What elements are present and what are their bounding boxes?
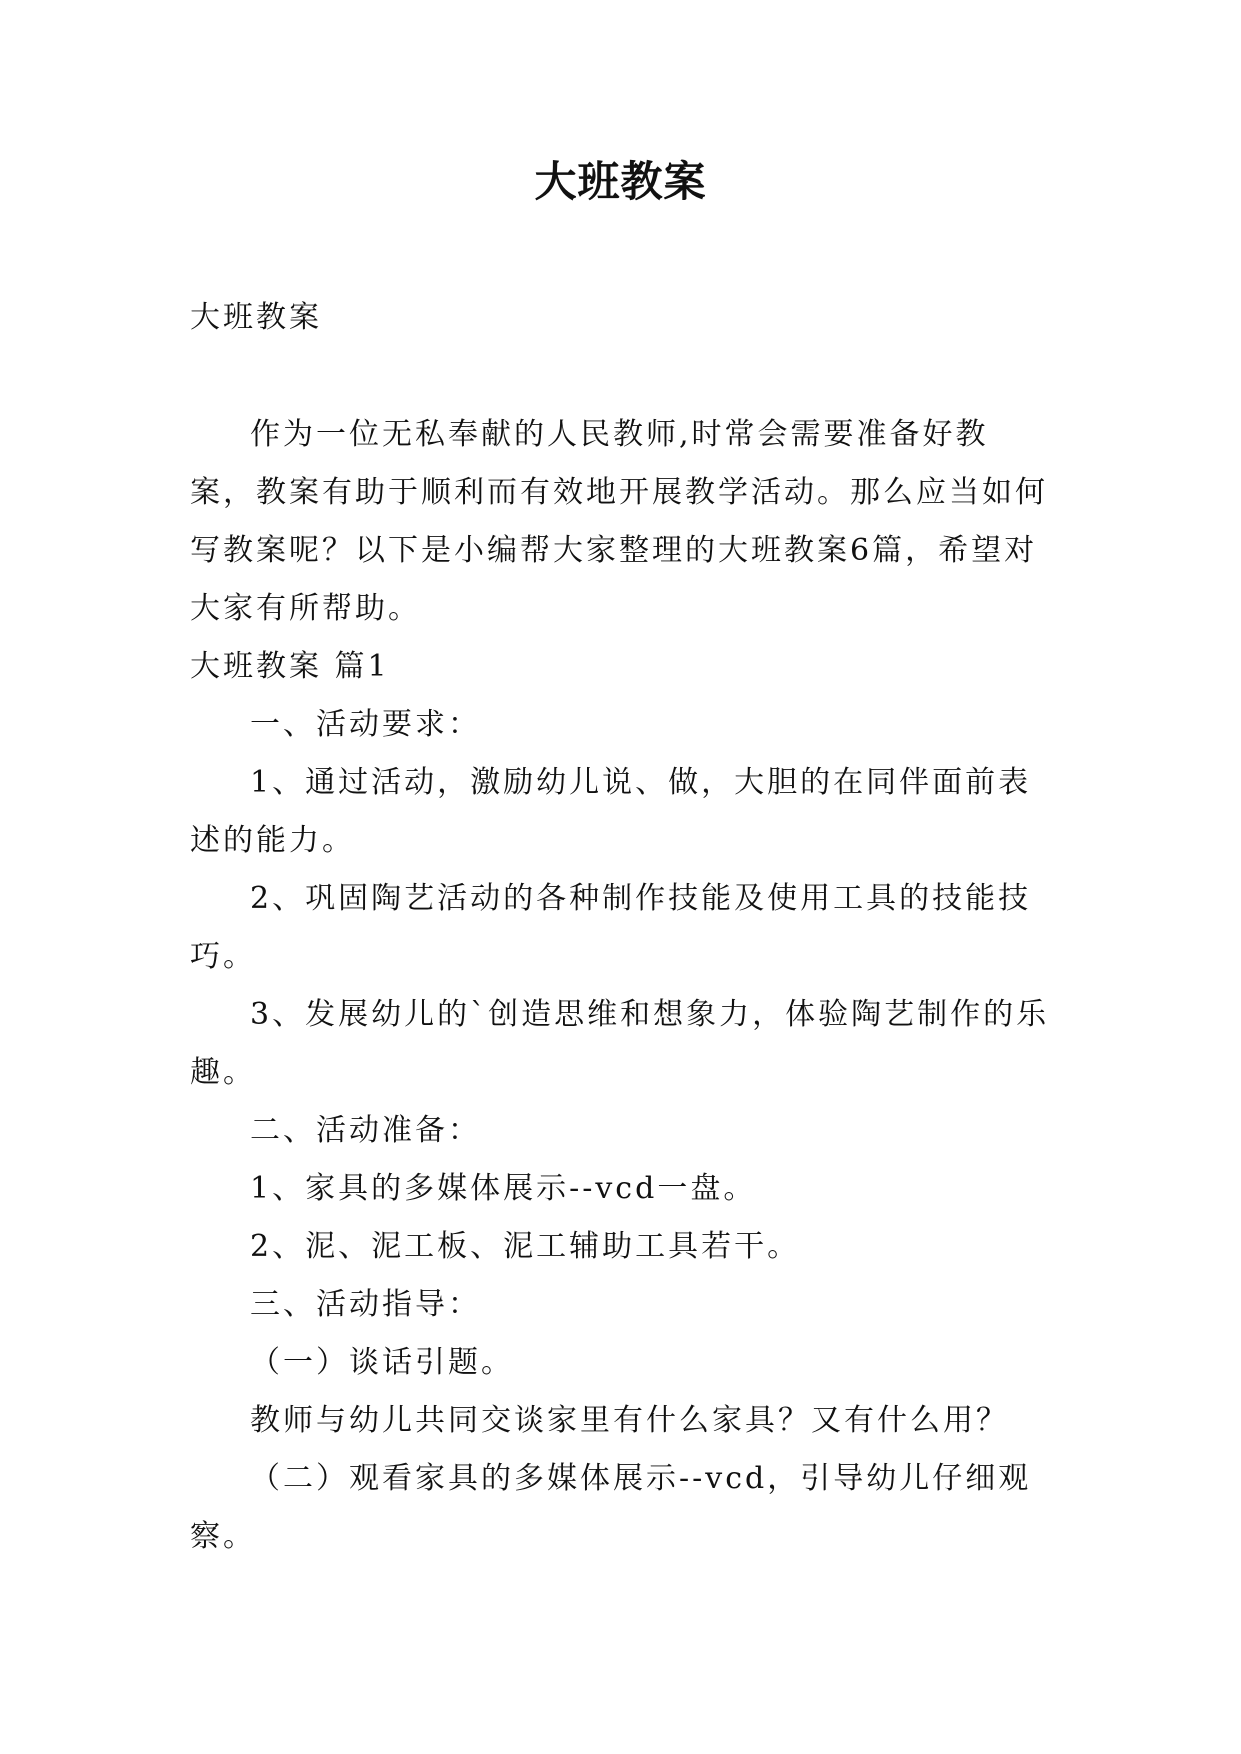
requirement-item-3: 3、发展幼儿的`创造思维和想象力，体验陶艺制作的乐趣。 xyxy=(190,997,1050,1090)
document-body xyxy=(190,289,1050,1566)
guidance-step-2: （二）观看家具的多媒体展示--vcd，引导幼儿仔细观察。 xyxy=(190,1461,1032,1554)
document-title: 大班教案 xyxy=(534,157,707,206)
section-heading: 大班教案 篇1 xyxy=(190,649,390,684)
document-subtitle: 大班教案 xyxy=(190,300,322,335)
activity-guidance-heading: 三、活动指导： xyxy=(250,1287,481,1322)
requirement-item-1: 1、通过活动，激励幼儿说、做，大胆的在同伴面前表述的能力。 xyxy=(190,765,1032,858)
preparation-item-2: 2、泥、泥工板、泥工辅助工具若干。 xyxy=(250,1229,801,1264)
guidance-step-1-text: 教师与幼儿共同交谈家里有什么家具？又有什么用？ xyxy=(250,1403,1009,1438)
requirement-item-2: 2、巩固陶艺活动的各种制作技能及使用工具的技能技巧。 xyxy=(190,881,1032,974)
preparation-item-1: 1、家具的多媒体展示--vcd一盘。 xyxy=(250,1171,757,1206)
activity-requirements-heading: 一、活动要求： xyxy=(250,707,481,742)
activity-preparation-heading: 二、活动准备： xyxy=(250,1113,481,1148)
guidance-step-1: （一）谈话引题。 xyxy=(250,1345,514,1380)
intro-paragraph: 作为一位无私奉献的人民教师,时常会需要准备好教案，教案有助于顺利而有效地开展教学活动。那么应当如何写教案呢？以下是小编帮大家整理的大班教案6篇，希望对大家有所帮助。 xyxy=(190,417,1048,626)
